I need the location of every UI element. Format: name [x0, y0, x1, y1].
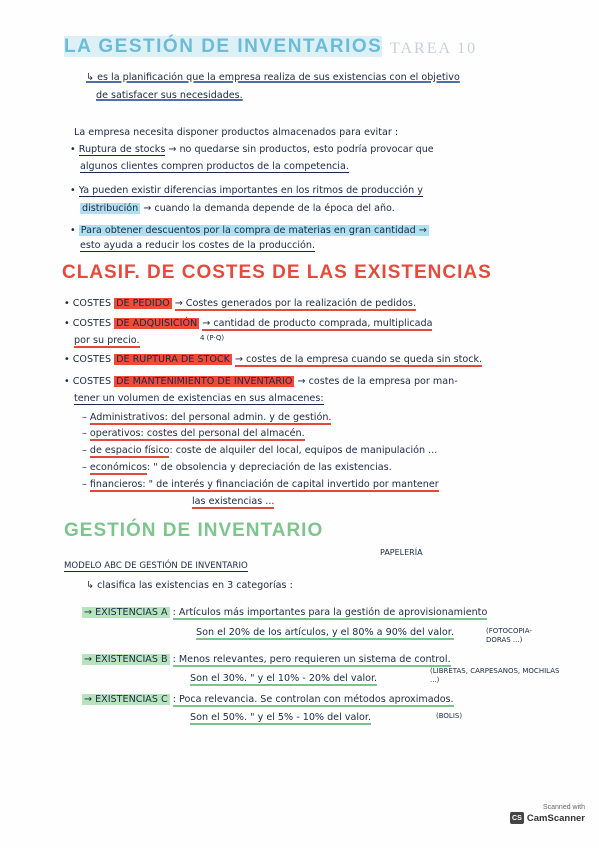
need-bullet-1-line-2: algunos clientes compren productos de la competencia.: [80, 161, 349, 172]
cost-item-ruptura: • COSTES DE RUPTURA DE STOCK → costes de la empresa cuando se queda sin stock.: [64, 354, 483, 365]
abc-category-a-note: (FOTOCOPIA- DORAS ...): [486, 627, 532, 644]
cost-sub-administrativos: – Administrativos: del personal admin. y de gestión.: [82, 412, 332, 423]
cost-item-adquisicion: • COSTES DE ADQUISICIÓN → cantidad de producto comprada, multiplicada: [64, 318, 433, 329]
page-title: LA GESTIÓN DE INVENTARIOS: [64, 36, 383, 57]
abc-category-c-line-2: Son el 50%. " y el 5% - 10% del valor.: [190, 712, 372, 723]
abc-category-a-line-2: Son el 20% de los artículos, y el 80% a 90% del valor.: [196, 627, 454, 638]
cost-item-mantenimiento-line-2: tener un volumen de existencias en sus almacenes:: [74, 393, 324, 404]
abc-model-title: MODELO ABC DE GESTIÓN DE INVENTARIO: [64, 561, 248, 571]
abc-category-c-note: (BOLIS): [436, 712, 463, 720]
abc-category-b: → EXISTENCIAS B : Menos relevantes, pero requieren un sistema de control.: [84, 654, 451, 665]
costs-section-title: CLASIF. DE COSTES DE LAS EXISTENCIAS: [62, 262, 492, 283]
cost-item-adquisicion-note: 4 (P·Q): [200, 334, 225, 342]
faint-background-text: TAREA 10: [390, 40, 478, 57]
cost-item-mantenimiento: • COSTES DE MANTENIMIENTO DE INVENTARIO → costes de la empresa por man-: [64, 376, 458, 387]
intro-line-1: ↳ es la planificación que la empresa realiza de sus existencias con el objetivo: [86, 72, 460, 83]
inventory-section-title: GESTIÓN DE INVENTARIO: [64, 520, 324, 541]
abc-category-b-line-2: Son el 30%. " y el 10% - 20% del valor.: [190, 673, 378, 684]
abc-category-b-note: (LIBRETAS, CARPESANOS, MOCHILAS ...): [430, 667, 560, 684]
need-bullet-1: • Ruptura de stocks → no quedarse sin productos, esto podría provocar que: [70, 144, 434, 155]
papeleria-label: PAPELERÍA: [380, 548, 423, 557]
abc-category-a: → EXISTENCIAS A : Artículos más importantes para la gestión de aprovisionamiento: [84, 607, 488, 618]
need-lead: La empresa necesita disponer productos almacenados para evitar :: [74, 127, 399, 138]
abc-classify: ↳ clasifica las existencias en 3 categorías :: [86, 580, 293, 591]
cost-item-pedido: • COSTES DE PEDIDO → Costes generados por la realización de pedidos.: [64, 298, 416, 309]
need-bullet-2: • Ya pueden existir diferencias importantes en los ritmos de producción y: [70, 185, 423, 196]
abc-category-c: → EXISTENCIAS C : Poca relevancia. Se controlan con métodos aproximados.: [84, 694, 454, 705]
camscanner-brand-name: CamScanner: [526, 812, 585, 824]
cost-sub-financieros-line-2: las existencias ...: [192, 496, 275, 507]
intro-line-2: de satisfacer sus necesidades.: [96, 90, 243, 101]
cost-item-adquisicion-line-2: por su precio.: [74, 335, 140, 346]
cost-sub-espacio-fisico: – de espacio físico: coste de alquiler del local, equipos de manipulación ...: [82, 445, 438, 456]
cost-sub-operativos: – operativos: costes del personal del almacén.: [82, 428, 305, 439]
need-bullet-2-line-2: distribución → cuando la demanda depende de la época del año.: [82, 203, 395, 214]
need-bullet-3: • Para obtener descuentos por la compra de materias en gran cantidad →: [70, 225, 427, 236]
scanned-with-label: Scanned with: [542, 804, 585, 811]
camscanner-logo-icon: CS: [510, 812, 524, 824]
need-bullet-3-line-2: esto ayuda a reducir los costes de la producción.: [80, 240, 316, 251]
camscanner-watermark: [503, 804, 585, 834]
cost-sub-financieros: – financieros: " de interés y financiación de capital invertido por mantener: [82, 479, 439, 490]
cost-sub-economicos: – económicos: " de obsolencia y depreciación de las existencias.: [82, 462, 392, 473]
camscanner-brand: [503, 812, 585, 824]
